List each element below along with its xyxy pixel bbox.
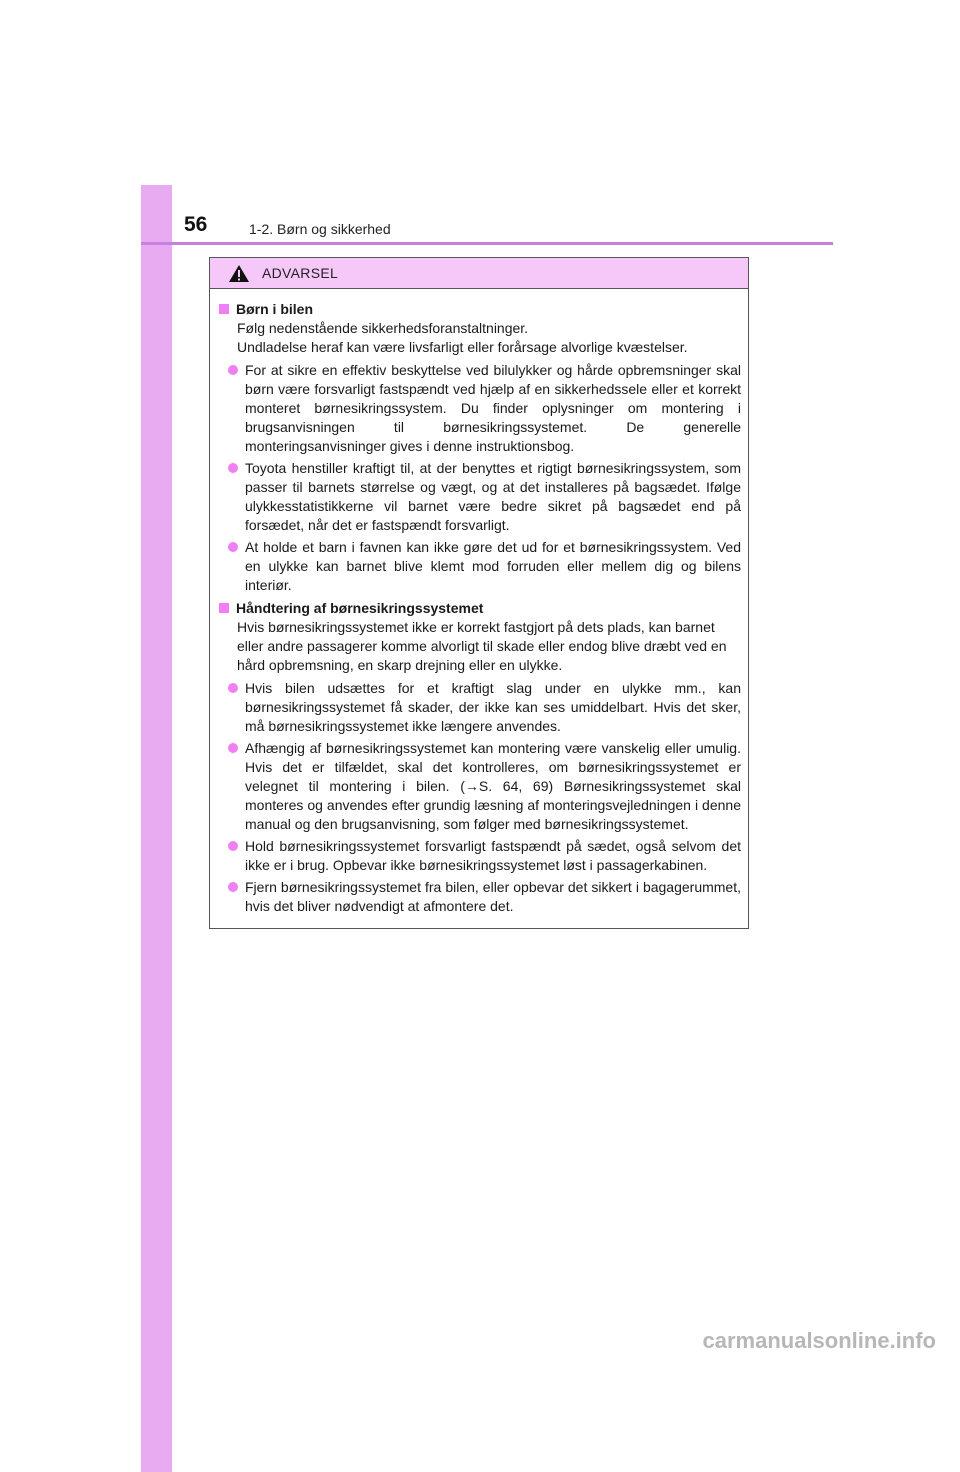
bullet-dot-icon xyxy=(228,463,238,473)
section-square-icon xyxy=(219,603,229,613)
warning-triangle-icon xyxy=(228,264,250,283)
list-item xyxy=(219,878,741,916)
warning-body xyxy=(210,289,748,916)
bullet-dot-icon xyxy=(228,683,238,693)
list-item xyxy=(219,837,741,875)
list-item xyxy=(219,459,741,535)
intro-line: Undladelse heraf kan være livsfarligt eller forårsage alvorlige kvæstelser. xyxy=(237,339,688,355)
watermark: carmanualsonline.info xyxy=(702,1328,936,1353)
bullet-dot-icon xyxy=(228,841,238,851)
section-heading: Børn i bilen xyxy=(236,301,313,317)
section-square-icon xyxy=(219,304,229,314)
warning-header xyxy=(210,258,748,289)
bullet-dot-icon xyxy=(228,743,238,753)
list-item xyxy=(219,679,741,736)
bullet-text: Hold børnesikringssystemet forsvarligt fastspændt på sædet, også selvom det ikke er i brug. Opbevar ikke børnesikringssystemet løst i passagerkabinen. xyxy=(245,838,741,873)
page-number: 56 xyxy=(184,213,208,236)
section-children-in-car xyxy=(219,300,741,595)
bullet-text: Toyota henstiller kraftigt til, at der benyttes et rigtigt børnesikringssystem, som passer til barnets størrelse og vægt, og at det installeres på bagsædet. Ifølge ulykkesstatistikkerne vil barnet være bedre sikret på bagsædet end på forsædet, når det er fastspændt forsvarligt. xyxy=(245,460,741,533)
section-intro xyxy=(219,618,741,675)
bullet-dot-icon xyxy=(228,542,238,552)
intro-line: Hvis børnesikringssystemet ikke er korrekt fastgjort på dets plads, kan barnet eller andre passagerer komme alvorligt til skade eller endog blive dræbt ved en hård opbremsning, en skarp drejning eller en ulykke. xyxy=(237,619,727,673)
list-item xyxy=(219,538,741,595)
section-intro xyxy=(219,319,741,357)
header-rule xyxy=(141,242,833,245)
bullet-text: Afhængig af børnesikringssystemet kan montering være vanskelig eller umulig. Hvis det er tilfældet, skal det kontrolleres, om børnesikringssystemet er velegnet til montering i bilen. (→S. 64, 69) Børnesikringssystemet skal monteres og anvendes efter grundig læsning af monteringsvejledningen i denne manual og den brugsanvisning, som følger med børnesikringssystemet. xyxy=(245,740,741,832)
chapter-side-bar xyxy=(141,185,172,1472)
warning-title: ADVARSEL xyxy=(262,265,339,281)
section-handling-child-restraint xyxy=(219,599,741,916)
intro-line: Følg nedenstående sikkerhedsforanstaltninger. xyxy=(237,320,529,336)
bullet-text: Fjern børnesikringssystemet fra bilen, eller opbevar det sikkert i bagagerummet, hvis det bliver nødvendigt at afmontere det. xyxy=(245,879,741,914)
list-item xyxy=(219,739,741,834)
bullet-dot-icon xyxy=(228,365,238,375)
warning-box xyxy=(209,257,749,929)
bullet-text: Hvis bilen udsættes for et kraftigt slag under en ulykke mm., kan børnesikringssystemet få skader, der ikke kan ses umiddelbart. Hvis det sker, må børnesikringssystemet ikke længere anvendes. xyxy=(245,680,741,734)
section-heading: Håndtering af børnesikringssystemet xyxy=(236,600,484,616)
list-item xyxy=(219,361,741,456)
bullet-text: At holde et barn i favnen kan ikke gøre det ud for et børnesikringssystem. Ved en ulykke kan barnet blive klemt mod forruden eller mellem dig og bilens interiør. xyxy=(245,539,741,593)
bullet-text: For at sikre en effektiv beskyttelse ved bilulykker og hårde opbremsninger skal børn være forsvarligt fastspændt ved hjælp af en sikkerhedssele eller et korrekt monteret børnesikringssystem. Du finder oplysninger om montering i brugsanvisningen til børnesikringssystemet. De generelle monteringsanvisninger gives i denne instruktionsbog. xyxy=(245,362,741,454)
section-title: 1-2. Børn og sikkerhed xyxy=(249,221,391,237)
bullet-dot-icon xyxy=(228,882,238,892)
